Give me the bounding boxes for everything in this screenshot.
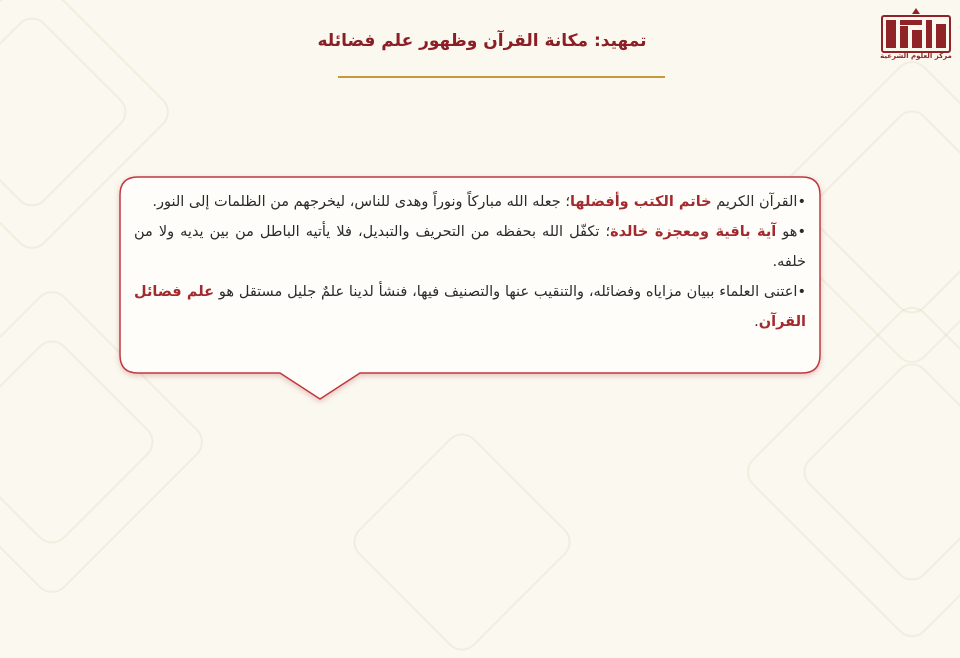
bullet-marker: •	[797, 224, 806, 240]
point-rest: .	[754, 314, 759, 330]
bullet-point-3	[134, 277, 806, 337]
point-rest: ؛ تكفّل الله بحفظه من التحريف والتبديل، فلا يأتيه الباطل من بين يديه ولا من خلفه.	[134, 224, 806, 270]
slide-title: تمهيد: مكانة القرآن وظهور علم فضائله	[317, 31, 647, 51]
callout-text	[134, 187, 806, 337]
logo-caption: مركز العلوم الشرعية	[880, 52, 952, 60]
background-ornament	[803, 103, 960, 321]
background-ornament	[346, 426, 578, 658]
bullet-point-2	[134, 217, 806, 277]
title-underline	[338, 76, 665, 78]
point-lead: القرآن الكريم	[711, 194, 798, 210]
point-lead: اعتنى العلماء ببيان مزاياه وفضائله، والتنقيب عنها والتصنيف فيها، فنشأ لدينا علمٌ جليل مستقل هو	[214, 284, 798, 300]
bullet-marker: •	[797, 284, 807, 300]
point-lead: هو	[776, 224, 798, 240]
bullet-point-1	[134, 187, 806, 217]
bullet-marker: •	[797, 194, 806, 210]
content-callout	[118, 175, 822, 403]
point-highlight: علم فضائل القرآن	[134, 284, 806, 330]
point-highlight: خاتم الكتب وأفضلها	[569, 194, 712, 210]
point-rest: ؛ جعله الله مباركاً ونوراً وهدى للناس، ليخرجهم من الظلمات إلى النور.	[152, 194, 570, 210]
logo-mark-icon	[880, 6, 952, 54]
point-highlight: آية باقية ومعجزة خالدة	[610, 224, 777, 240]
